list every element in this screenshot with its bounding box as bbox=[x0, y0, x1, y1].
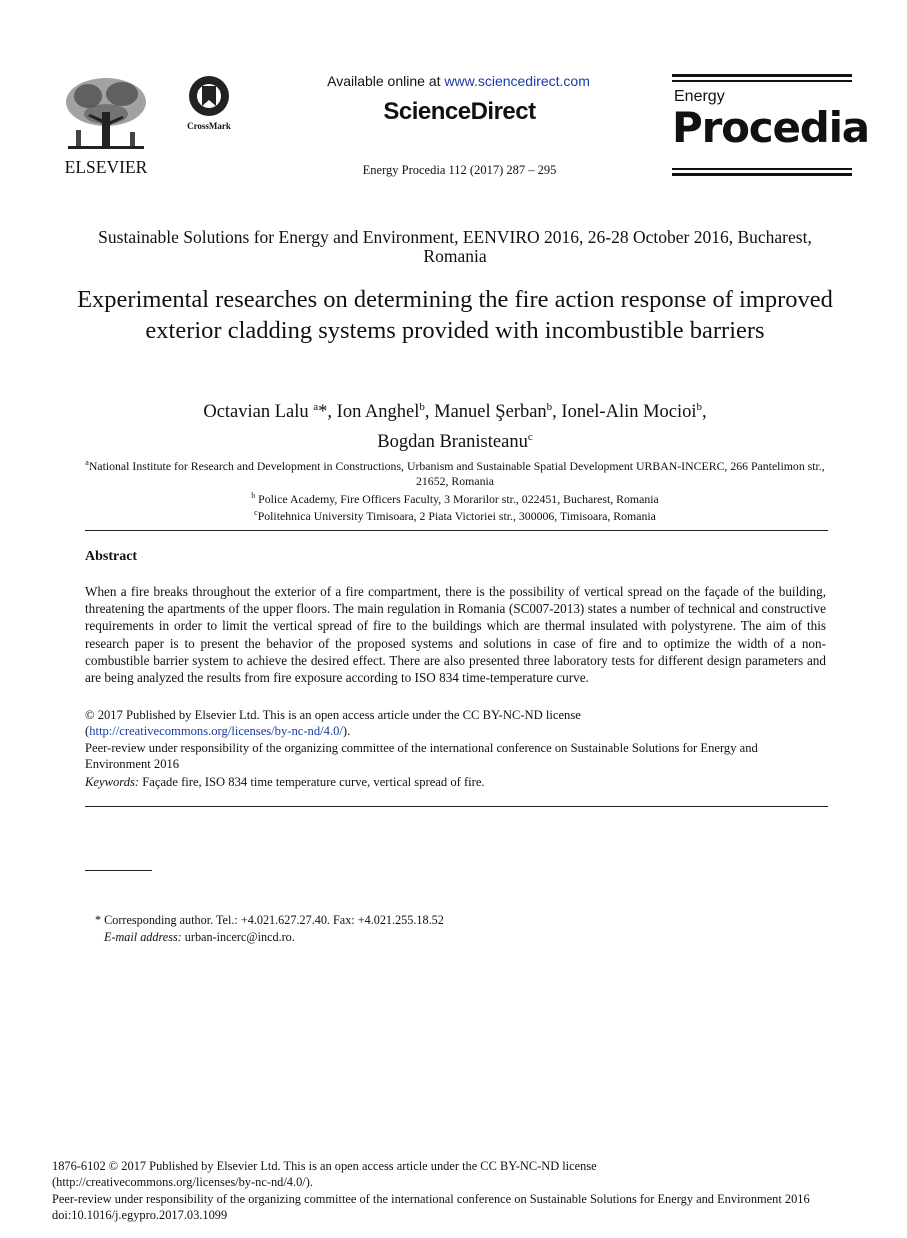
sciencedirect-link[interactable]: www.sciencedirect.com bbox=[444, 73, 590, 89]
affiliations bbox=[80, 456, 830, 524]
available-prefix: Available online at bbox=[327, 73, 445, 89]
author-name: , Ion Anghel bbox=[327, 402, 420, 423]
paren: ( bbox=[85, 724, 90, 739]
elsevier-wordmark: ELSEVIER bbox=[64, 157, 148, 176]
affiliation-b bbox=[80, 489, 830, 507]
footnote bbox=[95, 912, 444, 945]
journal-reference: Energy Procedia 112 (2017) 287 – 295 bbox=[362, 163, 557, 177]
abstract-text: When a fire breaks throughout the exterior of a fire compartment, there is the possibility of vertical spread on the façade of the building, threatening the apartments of the upper floors. The main regulation in Romania (SC007-2013) states a number of technical and constructive requirements in order to limit the vertical spread of fire to the buildings which are thermal insulated with polystyrene. The aim of this research paper is to present the behavior of the proposed systems and solutions in case of fire and to optimize the width of a non-combustible barrier system to achieve the desired effect. There are also presented three laboratory tests for different design parameters and are being analyzed the results from fire exposure according to ISO 834 time-temperature curve. bbox=[85, 584, 826, 686]
crossmark-label: CrossMark bbox=[187, 121, 231, 131]
corresponding-marker: * bbox=[318, 402, 328, 423]
platform-name: ScienceDirect bbox=[383, 98, 536, 125]
journal-logo bbox=[672, 74, 869, 178]
author-name: Octavian Lalu bbox=[203, 402, 309, 423]
affiliation-text: National Institute for Research and Development in Constructions, Urbanism and Sustainable Spatial Development URBAN-INCERC, 266 Pantelimon str., 21652, Romania bbox=[88, 458, 825, 488]
divider bbox=[85, 806, 828, 807]
peer-review-note: Peer-review under responsibility of the organizing committee of the international conference on Sustainable Solutions for Energy and Environment 2016 bbox=[85, 741, 758, 772]
license-url[interactable]: (http://creativecommons.org/licenses/by-nc-nd/4.0/). bbox=[52, 1175, 313, 1190]
email-address[interactable]: urban-incerc@incd.ro. bbox=[181, 929, 295, 944]
keywords-label: Keywords: bbox=[85, 775, 140, 789]
keywords bbox=[85, 775, 826, 790]
email-label: E-mail address: bbox=[104, 929, 182, 944]
author-list bbox=[80, 395, 830, 455]
affiliation-c bbox=[80, 506, 830, 524]
conference-line: Sustainable Solutions for Energy and Environment, EENVIRO 2016, 26-28 October 2016, Bucharest, Romania bbox=[98, 227, 812, 266]
affiliation-marker: b bbox=[546, 401, 553, 413]
affiliation-marker: a bbox=[313, 401, 319, 413]
affiliation-marker: b bbox=[419, 401, 425, 413]
paren: ). bbox=[342, 724, 351, 739]
email-line bbox=[95, 929, 444, 946]
separator: , bbox=[702, 402, 707, 423]
paper-title: Experimental researches on determining the fire action response of improved exterior cladding systems provided with incombustible barriers bbox=[77, 286, 833, 344]
abstract-heading: Abstract bbox=[85, 549, 138, 564]
copyright-line: © 2017 Published by Elsevier Ltd. This is an open access article under the CC BY-NC-ND license bbox=[85, 708, 581, 722]
affiliation-text: Politehnica University Timisoara, 2 Piata Victoriei str., 300006, Timisoara, Romania bbox=[257, 509, 656, 524]
copyright-notice bbox=[85, 707, 826, 740]
journal-logo-top: Energy bbox=[674, 88, 725, 105]
affiliation-marker: a bbox=[85, 458, 89, 467]
affiliation-marker: c bbox=[254, 508, 258, 518]
affiliation-marker: c bbox=[527, 431, 533, 444]
divider bbox=[85, 530, 828, 531]
license-link[interactable]: http://creativecommons.org/licenses/by-nc-nd/4.0/ bbox=[89, 724, 343, 739]
affiliation-a bbox=[80, 456, 830, 489]
author-name: , Ionel-Alin Mocioi bbox=[552, 402, 697, 423]
page-footer bbox=[52, 1158, 872, 1224]
affiliation-marker: b bbox=[251, 490, 256, 500]
footnote-rule bbox=[85, 870, 152, 871]
author-name: , Manuel Şerban bbox=[424, 402, 547, 423]
affiliation-text: Police Academy, Fire Officers Faculty, 3 Morarilor str., 022451, Bucharest, Romania bbox=[255, 491, 659, 506]
doi[interactable]: doi:10.1016/j.egypro.2017.03.1099 bbox=[52, 1208, 228, 1223]
keywords-text: Façade fire, ISO 834 time temperature curve, vertical spread of fire. bbox=[139, 775, 485, 789]
affiliation-marker: b bbox=[696, 401, 703, 413]
issn-license: 1876-6102 © 2017 Published by Elsevier Ltd. This is an open access article under the CC BY-NC-ND license bbox=[52, 1159, 597, 1173]
journal-logo-main: Procedia bbox=[672, 103, 869, 152]
peer-review-footer: Peer-review under responsibility of the organizing committee of the international conference on Sustainable Solutions for Energy and Environment 2016 bbox=[52, 1191, 810, 1206]
corresponding-author: * Corresponding author. Tel.: +4.021.627.27.40. Fax: +4.021.255.18.52 bbox=[95, 913, 444, 927]
author-name: Bogdan Branisteanu bbox=[377, 432, 528, 453]
